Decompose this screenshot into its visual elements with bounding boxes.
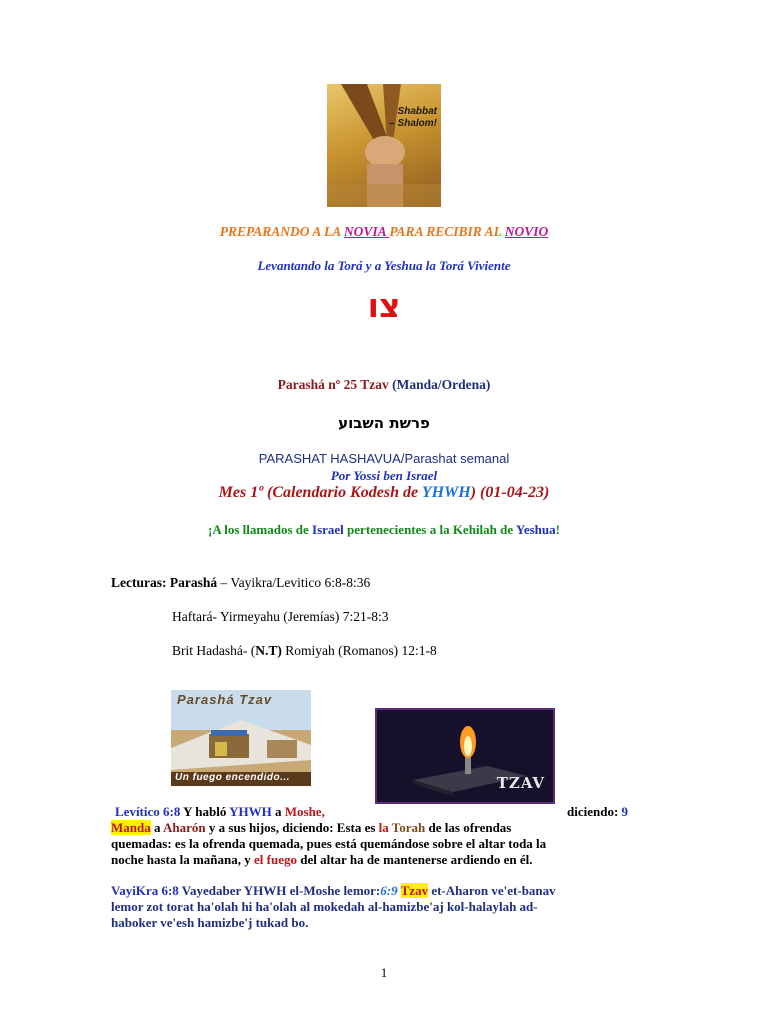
llamados-part-3: ! [555, 522, 560, 537]
parasha-tzav-image [171, 690, 311, 786]
caption-line-2: – Shalom! [389, 118, 437, 129]
verse1-ref: Levítico 6:8 [115, 804, 181, 819]
brit-nt: N.T) [255, 643, 282, 658]
main-title [0, 224, 768, 240]
parasha-name: Parashá nº 25 Tzav [277, 377, 393, 392]
verse1-line1 [111, 804, 651, 820]
verse-vayikra-6-8 [111, 883, 651, 931]
verse1-text-2: a [271, 804, 285, 819]
caption-line-1: Shabbat [397, 106, 437, 117]
verse1-aharon: Aharón [163, 820, 206, 835]
verse1-text-3: a [150, 820, 164, 835]
verse2-line2: lemor zot torat ha'olah hi ha'olah al mokedah al-hamizbe'aj kol-halaylah ad- [111, 899, 538, 914]
verse1-la: la [378, 820, 392, 835]
lecturas-label: Lecturas: [111, 575, 167, 590]
lecturas-parasha-label: Parashá [169, 575, 218, 590]
novia-link[interactable]: NOVIA [343, 224, 390, 239]
llamados-israel: Israel [312, 522, 344, 537]
tzav-label: TZAV [496, 774, 545, 792]
verse1-line4 [111, 852, 651, 868]
hebrew-title: צו [367, 286, 401, 325]
verse2-text-1: Vayedaber YHWH el-Moshe lemor: [178, 883, 381, 898]
mes-part-2: ) ( [470, 484, 486, 501]
lecturas-parasha-text: – Vayikra/Levitico 6:8-8:36 [217, 575, 371, 590]
mes-yhwh: YHWH [421, 484, 471, 501]
llamados-line [0, 522, 768, 538]
brit-text: Romiyah (Romanos) 12:1-8 [281, 643, 437, 658]
parasha-heading [0, 377, 768, 393]
verse1-fuego: el fuego [254, 852, 297, 867]
title-part-1: PREPARANDO A LA [219, 224, 344, 239]
verse1-manda: Manda [111, 820, 151, 835]
hebrew-subtitle: פרשת השבוע [338, 414, 430, 432]
lecturas-parasha [111, 575, 370, 591]
llamados-part-2: pertenecientes a la Kehilah de [343, 522, 516, 537]
llamados-yeshua: Yeshua [515, 522, 556, 537]
page-number: 1 [380, 965, 388, 980]
lecturas-haftara: Haftará- Yirmeyahu (Jeremías) 7:21-8:3 [172, 609, 389, 624]
calendar-line [0, 484, 768, 502]
tzav-image-title: Parashá Tzav [177, 692, 273, 707]
tzav-fire-image [375, 708, 555, 804]
verse1-text-4: y a sus hijos, diciendo: Esta es [205, 820, 379, 835]
mes-date: 01-04-23 [485, 484, 545, 501]
brit-prefix: Brit Hadashá- ( [172, 643, 256, 658]
verse1-text-5: de las ofrendas [425, 820, 512, 835]
byline: Por Yossi ben Israel [330, 468, 438, 483]
verse1-line3: quemadas: es la ofrenda quemada, pues está quemándose sobre el altar toda la [111, 836, 547, 851]
parasha-meaning: (Manda/Ordena) [392, 377, 491, 392]
verse2-line3: haboker ve'esh hamizbe'j tukad bo. [111, 915, 309, 930]
verse2-text-2: et-Aharon ve'et-banav [428, 883, 556, 898]
verse-leviticus-6-8 [111, 804, 651, 868]
novio-link[interactable]: NOVIO [504, 224, 549, 239]
mes-part-3: ) [544, 484, 550, 501]
hand-holding-staff-illustration [327, 84, 441, 207]
llamados-part-1: ¡A los llamados de [208, 522, 313, 537]
hashavua-line: PARASHAT HASHAVUA/Parashat semanal [258, 451, 510, 466]
verse2-line1 [111, 883, 651, 899]
subtitle: Levantando la Torá y a Yeshua la Torá Viviente [257, 258, 511, 273]
verse1-text-1: Y habló [180, 804, 230, 819]
tzav-image-caption: Un fuego encendido... [175, 772, 290, 783]
verse2-tzav: Tzav [400, 883, 429, 898]
shabbat-shalom-image [327, 84, 441, 207]
verse1-line2 [111, 820, 651, 836]
verse1-torah: Torah [391, 820, 426, 835]
lecturas-brit [172, 643, 437, 659]
hero-caption [389, 106, 437, 130]
verse2-ref: VayiKra 6:8 [111, 883, 179, 898]
verse1-num9: 9 [621, 804, 629, 819]
title-part-2: PARA RECIBIR AL [389, 224, 505, 239]
verse2-num: 6:9 [380, 883, 398, 898]
mes-part-1: Mes 1º (Calendario Kodesh de [218, 484, 422, 501]
verse1-text-6: noche hasta la mañana, y [111, 852, 255, 867]
verse1-diciendo: diciendo: [567, 804, 622, 819]
verse1-moshe: Moshe, [284, 804, 325, 819]
verse1-text-7: del altar ha de mantenerse ardiendo en él. [297, 852, 533, 867]
verse1-yhwh: YHWH [229, 804, 272, 819]
